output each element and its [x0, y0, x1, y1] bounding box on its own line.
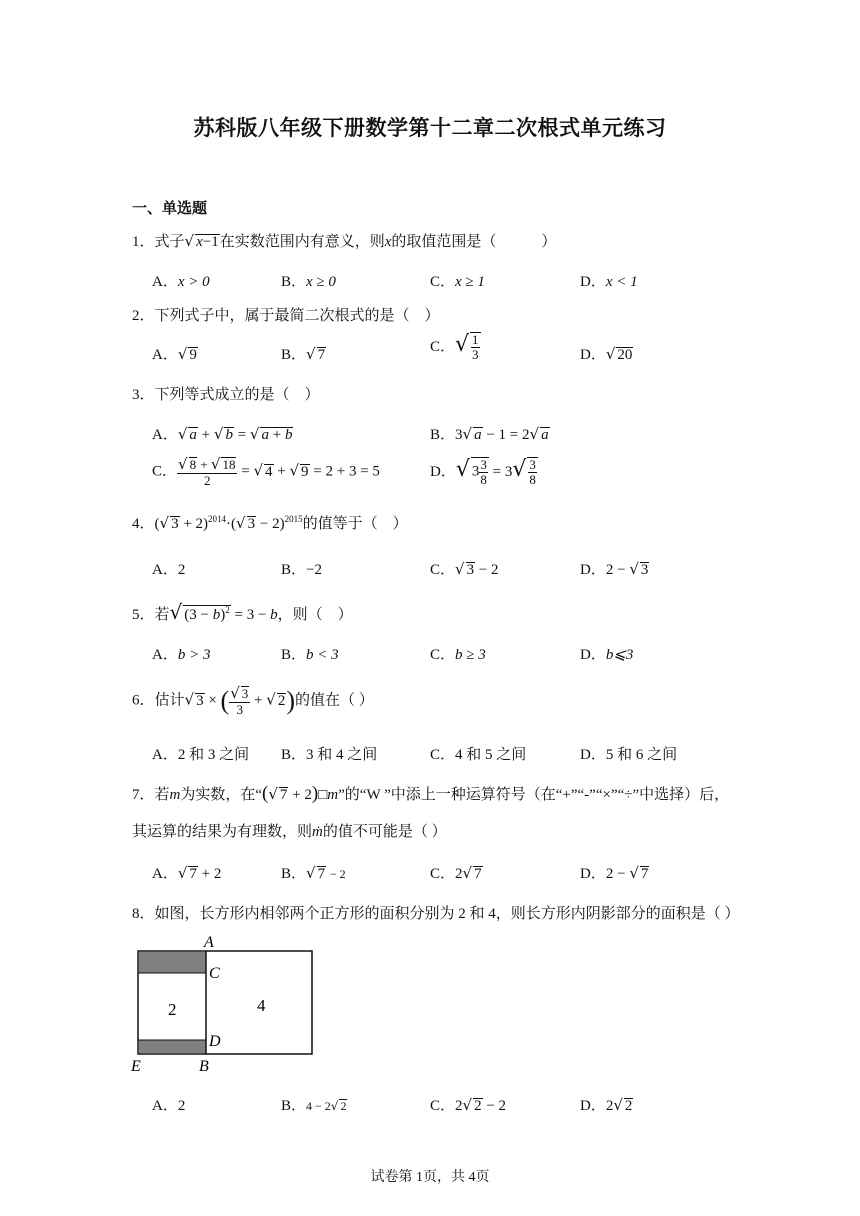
q8-option-c[interactable]: C．2√ 2 − 2 — [430, 1096, 507, 1114]
label-e: E — [131, 1058, 141, 1075]
question-7-line-1: 7．若m为实数，在“(√ 7 + 2)□m”的“W ”中添上一种运算符号（在“+”“-”“×”“÷”中选择）后， — [132, 783, 730, 804]
q8-option-d[interactable]: D．2√ 2 — [580, 1096, 633, 1114]
q7-option-c[interactable]: C．2√ 7 — [430, 864, 482, 882]
q3-option-b[interactable]: B．3√ a − 1 = 2√ a — [430, 425, 549, 443]
q7-option-a[interactable]: A．√ 7 + 2 — [152, 864, 222, 882]
small-square-area: 2 — [168, 1000, 177, 1019]
q3-option-d[interactable]: D．√ 3 $\frac{3}{8}$ = 3√ $\frac{3}{8}$ — [430, 457, 536, 488]
shaded-bottom-region — [138, 1040, 206, 1054]
page-footer: 试卷第 1页，共 4页 — [370, 1170, 490, 1185]
q5-option-d[interactable]: D．b⩽3 — [580, 647, 634, 663]
q1-option-d[interactable]: D．x < 1 — [580, 274, 638, 290]
q1-option-b[interactable]: B．x ≥ 0 — [281, 274, 336, 290]
q8-option-a[interactable]: A．2 — [152, 1098, 186, 1114]
q6-option-c[interactable]: C．4 和 5 之间 — [430, 747, 527, 763]
q1-option-c[interactable]: C．x ≥ 1 — [430, 274, 485, 290]
label-a: A — [204, 934, 214, 951]
question-3: 3．下列等式成立的是（ ） — [132, 387, 320, 403]
question-1: 1．式子√ x−1在实数范围内有意义，则x的取值范围是（ ） — [132, 232, 557, 250]
q2-option-c[interactable]: C．√ $\frac{1}{3}$ — [430, 332, 479, 363]
q4-option-b[interactable]: B．−2 — [281, 562, 322, 578]
q7-option-d[interactable]: D．2 − √ 7 — [580, 864, 649, 882]
q2-option-a[interactable]: A．√ 9 — [152, 345, 197, 363]
q4-option-a[interactable]: A．2 — [152, 562, 186, 578]
label-b: B — [199, 1058, 209, 1075]
question-7-line-2: 其运算的结果为有理数，则ṁ的值不可能是（ ） — [132, 824, 447, 840]
q4-option-d[interactable]: D．2 − √ 3 — [580, 560, 649, 578]
q4-option-c[interactable]: C．√ 3 − 2 — [430, 560, 499, 578]
label-d: D — [209, 1033, 221, 1050]
q5-option-b[interactable]: B．b < 3 — [281, 647, 339, 663]
question-8: 8．如图，长方形内相邻两个正方形的面积分别为 2 和 4，则长方形内阴影部分的面积是（ ） — [132, 906, 740, 922]
q5-option-c[interactable]: C．b ≥ 3 — [430, 647, 486, 663]
large-square-area: 4 — [257, 996, 266, 1015]
question-2: 2．下列式子中，属于最简二次根式的是（ ） — [132, 308, 440, 324]
q5-option-a[interactable]: A．b > 3 — [152, 647, 211, 663]
question-5: 5．若√ $(3 - b)^2 = 3 - b$，则（ ） — [132, 600, 353, 624]
q6-option-a[interactable]: A．2 和 3 之间 — [152, 747, 250, 763]
q2-option-d[interactable]: D．√ 20 — [580, 345, 633, 363]
q7-option-b[interactable]: B．√ 7 − 2 — [281, 864, 346, 882]
q2-option-b[interactable]: B．√ 7 — [281, 345, 326, 363]
q6-option-b[interactable]: B．3 和 4 之间 — [281, 747, 378, 763]
shaded-top-region — [138, 951, 206, 973]
question-4: 4．(√ 3 + 2)$^{2014}$·(√ 3 − 2)$^{2015}$的值等于（ ） — [132, 514, 408, 532]
section-heading: 一、单选题 — [132, 201, 208, 217]
document-title: 苏科版八年级下册数学第十二章二次根式单元练习 — [193, 116, 667, 140]
q6-option-d[interactable]: D．5 和 6 之间 — [580, 747, 678, 763]
label-c: C — [209, 965, 220, 982]
q8-rectangle-figure — [125, 930, 325, 1080]
q1-option-a[interactable]: A．x > 0 — [152, 274, 210, 290]
question-6: 6．估计√ 3 × ( $\frac{√ 3}{3}$ + √ 2)的值在（ ） — [132, 684, 374, 717]
q8-option-b[interactable]: B．4 − 2√ 2 — [281, 1098, 347, 1114]
q3-option-a[interactable]: A．√ a + √ b = √ a + b — [152, 425, 293, 443]
q3-option-c[interactable]: C． $\frac{√ 8 + √ 18}{2}$ = √ 4 + √ 9 = 2 + 3 = 5 — [152, 455, 380, 488]
